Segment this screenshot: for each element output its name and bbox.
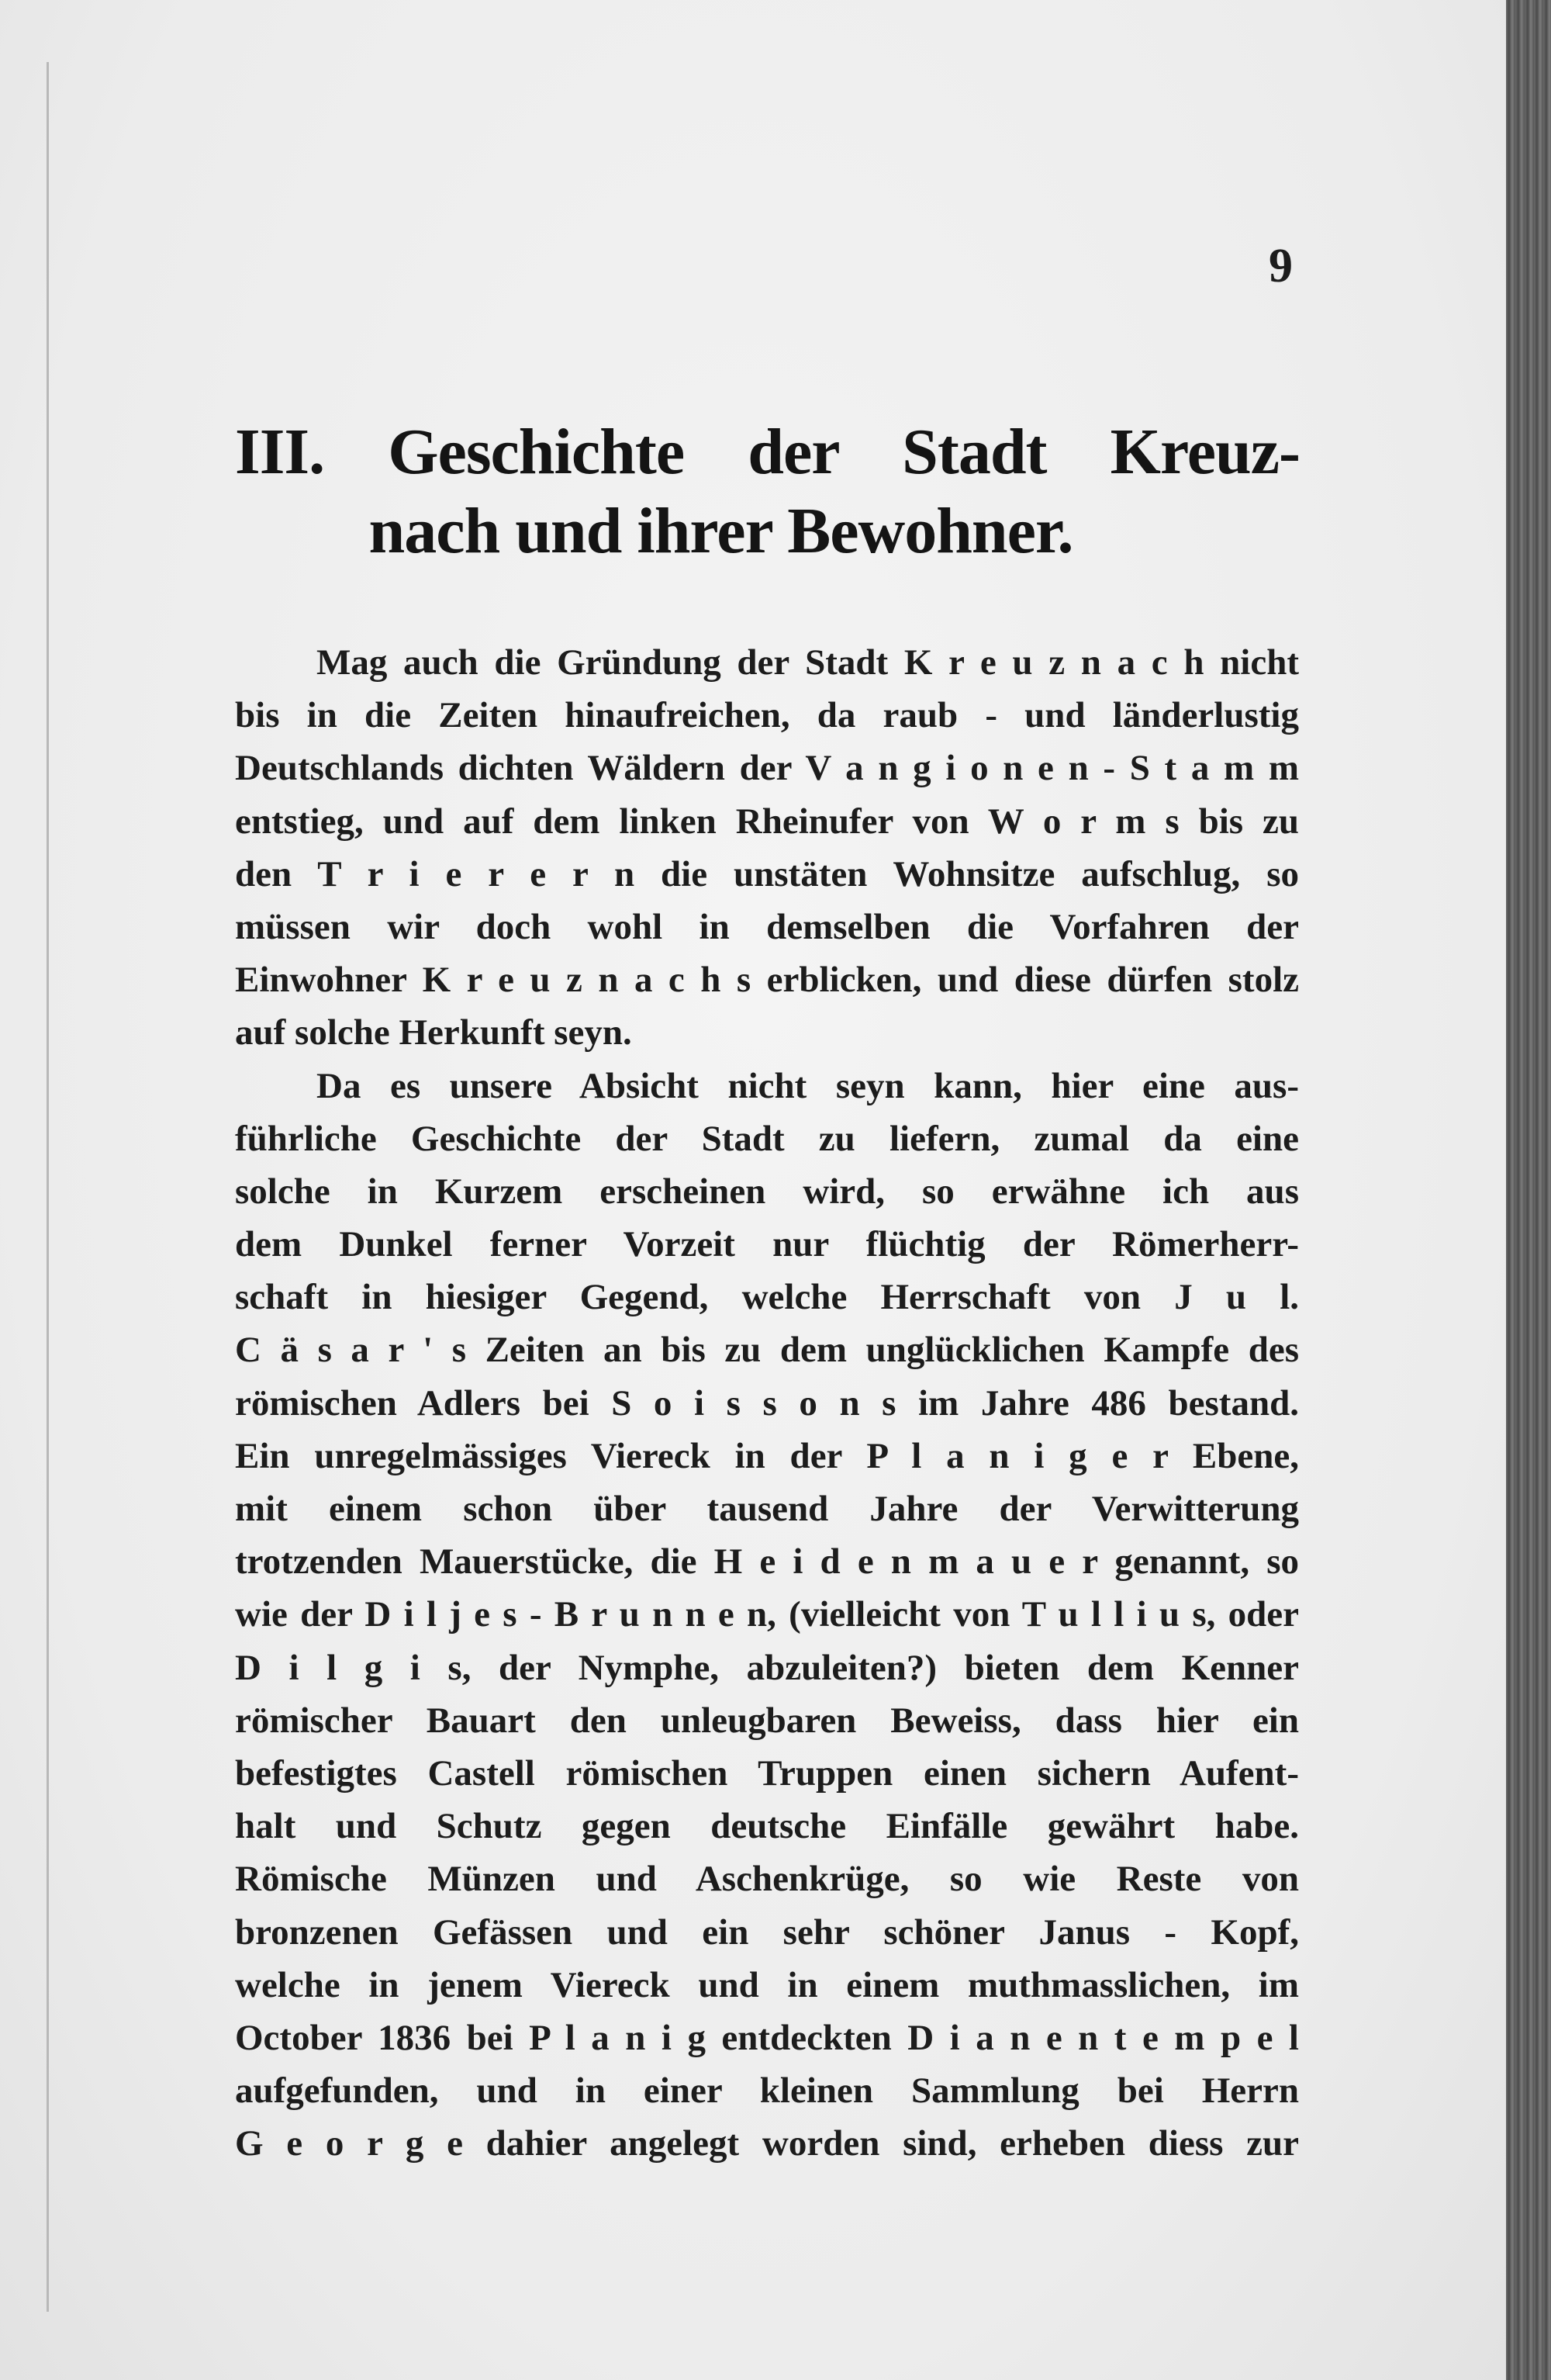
text-line: aufgefunden, und in einer kleinen Sammlung bei Herrn	[235, 2070, 1299, 2112]
text-line: bronzenen Gefässen und ein sehr schöner Janus - Kopf,	[235, 1911, 1299, 1953]
text-line: entstieg, und auf dem linken Rheinufer von W o r m s bis zu	[235, 801, 1299, 842]
book-edge	[1506, 0, 1551, 2380]
text-line: Da es unsere Absicht nicht seyn kann, hier eine aus-	[316, 1065, 1299, 1106]
text-line: Einwohner K r e u z n a c h s erblicken, und diese dürfen stolz	[235, 960, 1299, 1001]
gutter-line	[47, 62, 49, 2312]
body-text	[235, 636, 1299, 2170]
text-line: befestigtes Castell römischen Truppen einen sichern Aufent-	[235, 1752, 1299, 1794]
text-line: mit einem schon über tausend Jahre der Verwitterung	[235, 1489, 1299, 1529]
text-line: trotzenden Mauerstücke, die H e i d e n m a u e r genannt, so	[235, 1541, 1299, 1583]
text-line: welche in jenem Viereck und in einem muthmasslichen, im	[235, 1964, 1299, 2005]
text-line: dem Dunkel ferner Vorzeit nur flüchtig der Römerherr-	[235, 1224, 1299, 1265]
text-line: D i l g i s, der Nymphe, abzuleiten?) bieten dem Kenner	[235, 1647, 1299, 1688]
text-line: römischer Bauart den unleugbaren Beweiss, dass hier ein	[235, 1700, 1299, 1741]
text-line: bis in die Zeiten hinaufreichen, da raub - und länderlustig	[235, 695, 1299, 736]
text-line: solche in Kurzem erscheinen wird, so erwähne ich aus	[235, 1171, 1299, 1212]
text-line: Mag auch die Gründung der Stadt K r e u z n a c h nicht	[316, 642, 1299, 683]
text-line: führliche Geschichte der Stadt zu liefern, zumal da eine	[235, 1118, 1299, 1159]
chapter-heading-line-1: III. Geschichte der Stadt Kreuz-	[235, 416, 1300, 488]
text-line: halt und Schutz gegen deutsche Einfälle gewährt habe.	[235, 1806, 1299, 1847]
text-line: wie der D i l j e s - B r u n n e n, (vielleicht von T u l l i u s, oder	[235, 1594, 1299, 1635]
text-line: den T r i e r e r n die unstäten Wohnsitze aufschlug, so	[235, 853, 1299, 894]
text-line: Deutschlands dichten Wäldern der V a n g i o n e n - S t a m m	[235, 748, 1299, 789]
page-number: 9	[1269, 240, 1293, 292]
text-line: October 1836 bei P l a n i g entdeckten D i a n e n t e m p e l	[235, 2017, 1299, 2058]
text-line: schaft in hiesiger Gegend, welche Herrschaft von J u l.	[235, 1277, 1299, 1318]
text-line: C ä s a r ' s Zeiten an bis zu dem unglücklichen Kampfe des	[235, 1330, 1299, 1371]
text-line: römischen Adlers bei S o i s s o n s im Jahre 486 bestand.	[235, 1382, 1299, 1424]
text-line: Ein unregelmässiges Viereck in der P l a n i g e r Ebene,	[235, 1435, 1299, 1476]
chapter-heading-line-2: nach und ihrer Bewohner.	[368, 495, 1073, 567]
text-line: müssen wir doch wohl in demselben die Vorfahren der	[235, 906, 1299, 947]
text-line: Römische Münzen und Aschenkrüge, so wie Reste von	[235, 1859, 1299, 1900]
text-line: G e o r g e dahier angelegt worden sind, erheben diess zur	[235, 2123, 1299, 2164]
text-line: auf solche Herkunft seyn.	[235, 1012, 632, 1053]
